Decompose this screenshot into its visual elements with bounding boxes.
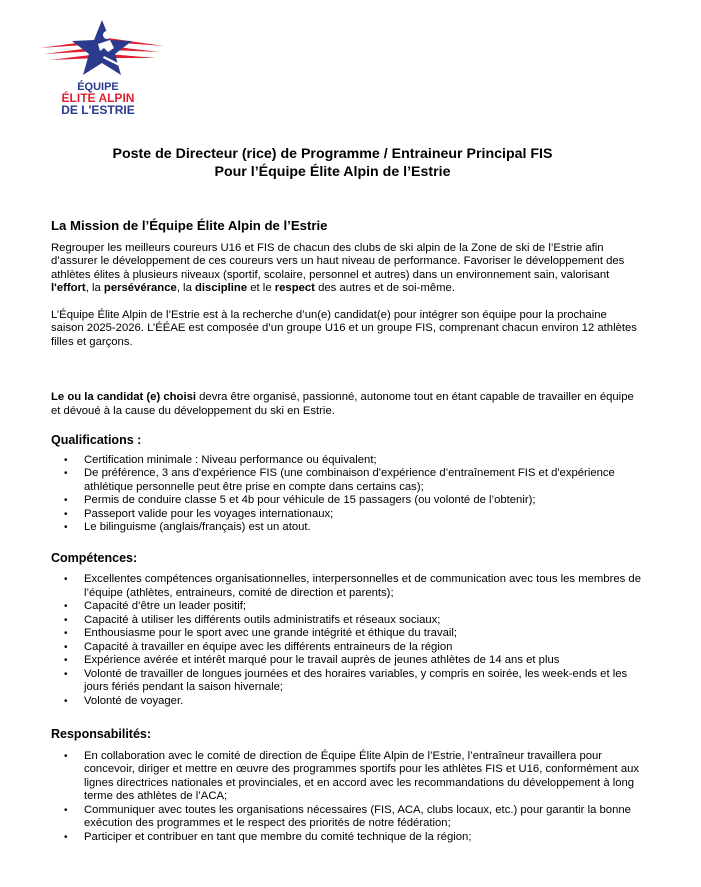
responsabilites-heading: Responsabilités: bbox=[51, 727, 152, 741]
document-body bbox=[51, 219, 641, 844]
document-title bbox=[0, 145, 701, 181]
list-item: • Certification minimale : Niveau performance ou équivalent; bbox=[84, 454, 641, 468]
list-item: • De préférence, 3 ans d'expérience FIS (une combinaison d'expérience d’entraînement FIS et d'expérience athlétique personnelle peut être prise en compte dans certains cas); bbox=[84, 467, 641, 494]
competences-heading: Compétences: bbox=[51, 550, 138, 565]
mission-paragraph-2: L’Équipe Élite Alpin de l’Estrie est à la recherche d’un(e) candidat(e) pour intégrer son équipe pour la prochaine saison 2025-2026. L’ÉÉAE est composée d’un groupe U16 et un groupe FIS, comprenant chacun environ 12 athlètes filles et garçons. bbox=[51, 308, 637, 348]
list-item: • Participer et contribuer en tant que membre du comité technique de la région; bbox=[84, 831, 641, 845]
title-line-1: Poste de Directeur (rice) de Programme / Entraineur Principal FIS bbox=[112, 146, 553, 162]
logo-line-1: ÉQUIPE bbox=[77, 81, 119, 93]
mission-paragraph-1: Regrouper les meilleurs coureurs U16 et FIS de chacun des clubs de ski alpin de la Zone de ski de l’Estrie afin d’assurer le développement de ces coureurs vers un haut niveau de performance. Favoriser le développement des athlètes élites à plusieurs niveaux (sportif, scolaire, personnel et autres) dans un environnement sain, valorisant l'effort, la persévérance, la discipline et le respect des autres et de soi-même. bbox=[51, 241, 625, 294]
star-skier-icon bbox=[38, 18, 164, 80]
logo-line-2: ÉLITE ALPIN bbox=[61, 91, 135, 105]
list-item: • En collaboration avec le comité de direction de Équipe Élite Alpin de l’Estrie, l’entraîneur travaillera pour concevoir, diriger et mettre en œuvre des programmes sportifs pour les athlètes FIS et U16, conformément aux lignes directrices nationales et provinciales, et en accord avec les recommandations du développement à long terme des athlètes de l’ACA; bbox=[84, 750, 641, 804]
list-item: • Volonté de voyager. bbox=[84, 695, 641, 709]
list-item: • Enthousiasme pour le sport avec une grande intégrité et éthique du travail; bbox=[84, 627, 641, 641]
list-item: • Excellentes compétences organisationnelles, interpersonnelles et de communication avec tous les membres de l’équipe (athlètes, entraineurs, comité de direction et parents); bbox=[84, 573, 641, 600]
title-line-2: Pour l’Équipe Élite Alpin de l’Estrie bbox=[214, 164, 451, 180]
list-item: • Passeport valide pour les voyages internationaux; bbox=[84, 508, 641, 522]
qualifications-list bbox=[51, 454, 641, 535]
list-item: • Capacité d’être un leader positif; bbox=[84, 600, 641, 614]
list-item: • Volonté de travailler de longues journées et des horaires variables, y compris en soirée, les week-ends et les jours fériés pendant la saison hivernale; bbox=[84, 668, 641, 695]
list-item: • Expérience avérée et intérêt marqué pour le travail auprès de jeunes athlètes de 14 ans et plus bbox=[84, 654, 641, 668]
list-item: • Capacité à travailler en équipe avec les différents entraineurs de la région bbox=[84, 641, 641, 655]
list-item: • Communiquer avec toutes les organisations nécessaires (FIS, ACA, clubs locaux, etc.) pour garantir la bonne exécution des programmes et le respect des priorités de notre fédération; bbox=[84, 804, 641, 831]
logo-line-3: DE L'ESTRIE bbox=[61, 103, 135, 117]
responsabilites-list bbox=[51, 750, 641, 845]
qualifications-heading: Qualifications : bbox=[51, 433, 142, 447]
mission-heading: La Mission de l’Équipe Élite Alpin de l’Estrie bbox=[51, 218, 328, 233]
competences-list bbox=[51, 573, 641, 708]
list-item: • Capacité à utiliser les différents outils administratifs et réseaux sociaux; bbox=[84, 614, 641, 628]
logo bbox=[38, 18, 164, 118]
candidate-paragraph: Le ou la candidat (e) choisi devra être organisé, passionné, autonome tout en étant capable de travailler en équipe et dévoué à la cause du développement du ski en Estrie. bbox=[51, 391, 634, 417]
list-item: • Le bilinguisme (anglais/français) est un atout. bbox=[84, 521, 641, 535]
list-item: • Permis de conduire classe 5 et 4b pour véhicule de 15 passagers (ou volonté de l’obtenir); bbox=[84, 494, 641, 508]
